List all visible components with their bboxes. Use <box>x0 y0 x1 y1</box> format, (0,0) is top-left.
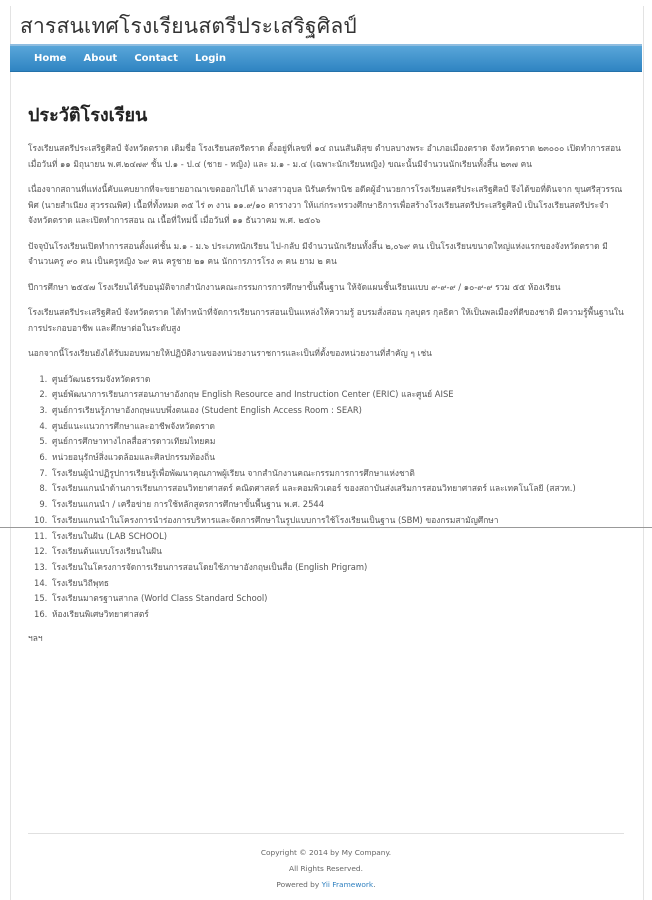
list-item: 3. ศูนย์การเรียนรู้ภาษาอังกฤษแบบพึ่งตนเอง (Student English Access Room : SEAR) <box>50 403 624 419</box>
list-item: 6. หน่วยอนุรักษ์สิ่งแวดล้อมและศิลปกรรมท้องถิ่น <box>50 450 624 466</box>
list-item: 14. โรงเรียนวิถีพุทธ <box>50 576 624 592</box>
main-navbar <box>10 46 642 72</box>
list-item: 1. ศูนย์วัฒนธรรมจังหวัดตราด <box>50 372 624 388</box>
list-item: 7. โรงเรียนผู้นำปฏิรูปการเรียนรู้เพื่อพัฒนาคุณภาพผู้เรียน จากสำนักงานคณะกรรมการการศึกษาแห่งชาติ <box>50 466 624 482</box>
site-title: สารสนเทศโรงเรียนสตรีประเสริฐศิลป์ <box>20 14 357 38</box>
list-item: 12. โรงเรียนต้นแบบโรงเรียนในฝัน <box>50 544 624 560</box>
footer <box>10 845 642 893</box>
list-item: 5. ศูนย์การศึกษาทางไกลสื่อสารดาวเทียมไทยคม <box>50 434 624 450</box>
roles-list <box>28 372 624 623</box>
nav-contact-link[interactable]: Contact <box>134 53 178 64</box>
paragraph-list-intro: นอกจากนี้โรงเรียนยังได้รับมอบหมายให้ปฏิบัติงานของหน่วยงานราชการและเป็นที่ตั้งของหน่วยงานที่สำคัญ ๆ เช่น <box>28 348 432 358</box>
footer-copyright: Copyright © 2014 by My Company. <box>260 848 392 857</box>
end-note: ฯลฯ <box>28 632 43 643</box>
list-item: 10. โรงเรียนแกนนำในโครงการนำร่องการบริหารและจัดการศึกษาในรูปแบบการใช้โรงเรียนเป็นฐาน (SBM) ของกรมสามัญศึกษา <box>50 513 624 529</box>
footer-divider <box>28 833 624 834</box>
page-heading: ประวัติโรงเรียน <box>28 105 148 126</box>
list-item: 11. โรงเรียนในฝัน (LAB SCHOOL) <box>50 529 624 545</box>
nav-about-link[interactable]: About <box>83 53 118 64</box>
list-item: 13. โรงเรียนในโครงการจัดการเรียนการสอนโดยใช้ภาษาอังกฤษเป็นสื่อ (English Prigram) <box>50 560 624 576</box>
footer-rights: All Rights Reserved. <box>289 864 363 873</box>
list-item: 2. ศูนย์พัฒนาการเรียนการสอนภาษาอังกฤษ English Resource and Instruction Center (ERIC) และศูนย์ AISE <box>50 387 624 403</box>
paragraph-mission: โรงเรียนสตรีประเสริฐศิลป์ จังหวัดตราด ได้ทำหน้าที่จัดการเรียนการสอนเป็นแหล่งให้ความรู้ อบรมสั่งสอน กุลบุตร กุลธิดา ให้เป็นพลเมืองที่ดีของชาติ มีความรู้พื้นฐานในการประกอบอาชีพ และศึกษาต่อในระดับสูง <box>28 307 624 333</box>
footer-powered <box>10 877 642 893</box>
main-content <box>28 100 624 645</box>
list-item: 15. โรงเรียนมาตรฐานสากล (World Class Standard School) <box>50 591 624 607</box>
paragraph-classes: ปีการศึกษา ๒๕๕๗ โรงเรียนได้รับอนุมัติจากสำนักงานคณะกรรมการการศึกษาขั้นพื้นฐาน ให้จัดแผนชั้นเรียนแบบ ๙-๙-๙ / ๑๐-๙-๙ รวม ๕๕ ห้องเรียน <box>28 281 561 292</box>
paragraph-history: โรงเรียนสตรีประเสริฐศิลป์ จังหวัดตราด เดิมชื่อ โรงเรียนสตรีตราด ตั้งอยู่ที่เลขที่ ๑๔ ถนนสันติสุข ตำบลบางพระ อำเภอเมืองตราด จังหวัดตราด ๒๓๐๐๐ เปิดทำการสอน เมื่อวันที่ ๑๑ มิถุนายน พ.ศ.๒๔๗๙ ชั้น ป.๑ - ป.๔ (ชาย - หญิง) และ ม.๑ - ม.๔ (เฉพาะนักเรียนหญิง) ขณะนั้นมีจำนวนนักเรียนทั้งสิ้น ๒๓๗ คน <box>28 143 621 169</box>
paragraph-relocation: เนื่องจากสถานที่แห่งนี้คับแคบยากที่จะขยายอาณาเขตออกไปได้ นางสาวอุบล นิรันดร์พานิช อดีตผู้อำนวยการโรงเรียนสตรีประเสริฐศิลป์ จึงได้ขอที่ดินจาก ขุนศรีสุวรรณพิศ (นายสำเนียง สุวรรณพิศ) เนื้อที่ทั้งหมด ๓๕ ไร่ ๓ งาน ๑๑.๙/๑๐ ตารางวา ให้แก่กระทรวงศึกษาธิการเพื่อสร้างโรงเรียนสตรีประเสริฐศิลป์ เป็นโรงเรียนสตรีประจำจังหวัดตราด และเปิดทำการสอน ณ เนื้อที่ใหม่นี้ เมื่อวันที่ ๑๑ ธันวาคม พ.ศ. ๒๕๐๖ <box>28 184 623 225</box>
horizontal-rule-artifact <box>0 527 652 528</box>
list-item: 8. โรงเรียนแกนนำด้านการเรียนการสอนวิทยาศาสตร์ คณิตศาสตร์ และคอมพิวเตอร์ ของสถาบันส่งเสริมการสอนวิทยาศาสตร์ และเทคโนโลยี (สสวท.) <box>50 481 624 497</box>
powered-suffix: . <box>373 880 376 889</box>
powered-prefix: Powered by <box>276 880 322 889</box>
list-item: 9. โรงเรียนแกนนำ / เครือข่าย การใช้หลักสูตรการศึกษาขั้นพื้นฐาน พ.ศ. 2544 <box>50 497 624 513</box>
list-item: 4. ศูนย์แนะแนวการศึกษาและอาชีพจังหวัดตราด <box>50 419 624 435</box>
paragraph-current: ปัจจุบันโรงเรียนเปิดทำการสอนตั้งแต่ชั้น ม.๑ - ม.๖ ประเภทนักเรียน ไป-กลับ มีจำนวนนักเรียนทั้งสิ้น ๒,๐๖๙ คน เป็นโรงเรียนขนาดใหญ่แห่งแรกของจังหวัดตราด มีจำนวนครู ๙๐ คน เป็นครูหญิง ๖๙ คน ครูชาย ๒๑ คน นักการภารโรง ๓ คน ยาม ๒ คน <box>28 240 608 266</box>
yii-framework-link[interactable]: Yii Framework <box>321 880 374 889</box>
nav-login-link[interactable]: Login <box>194 53 226 64</box>
nav-home-link[interactable]: Home <box>34 53 67 64</box>
list-item: 16. ห้องเรียนพิเศษวิทยาศาสตร์ <box>50 607 624 623</box>
